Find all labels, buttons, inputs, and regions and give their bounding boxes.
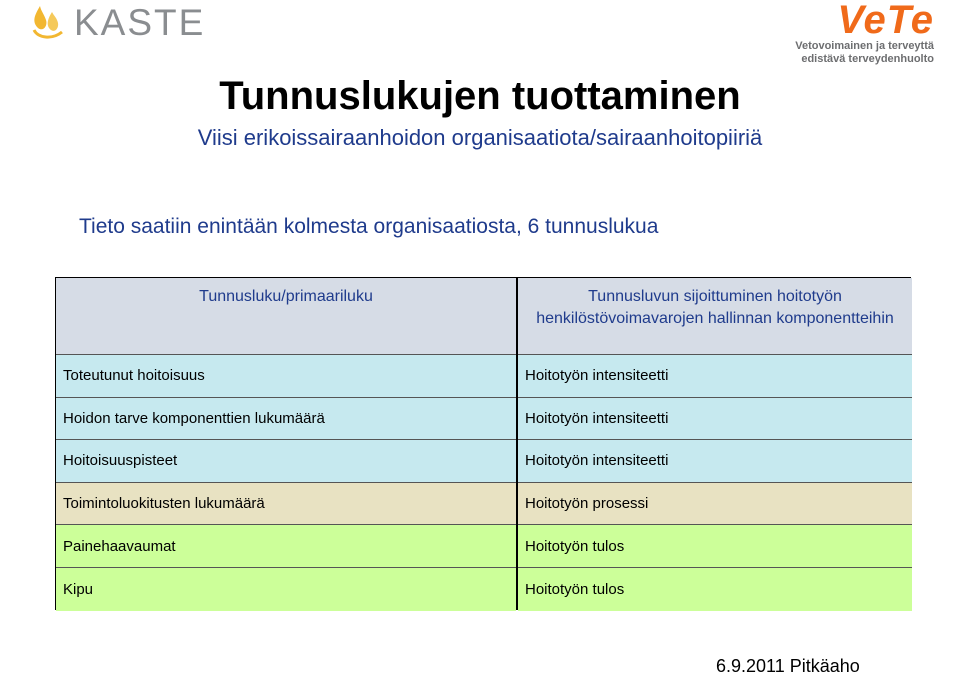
indicator-table	[55, 277, 911, 610]
vete-logo-text: VeTe	[837, 0, 934, 42]
table-cell: Hoitoisuuspisteet	[56, 440, 516, 483]
table-cell: Hoidon tarve komponenttien lukumäärä	[56, 398, 516, 441]
table-cell: Kipu	[56, 568, 516, 611]
table-cell: Painehaavaumat	[56, 525, 516, 568]
kaste-drops-icon	[28, 2, 68, 42]
table-cell: Hoitotyön intensiteetti	[518, 398, 912, 441]
slide-title: Tunnuslukujen tuottaminen	[219, 74, 741, 118]
slide-subtitle: Viisi erikoissairaanhoidon organisaatiota/sairaanhoitopiiriä	[197, 125, 763, 150]
table-cell: Toteutunut hoitoisuus	[56, 355, 516, 398]
table-header-left: Tunnusluku/primaariluku	[56, 278, 516, 355]
table-cell: Hoitotyön tulos	[518, 525, 912, 568]
table-cell: Hoitotyön intensiteetti	[518, 355, 912, 398]
table-cell: Hoitotyön tulos	[518, 568, 912, 611]
kaste-logo-text: KASTE	[74, 1, 206, 43]
kaste-logo	[28, 0, 205, 44]
info-text: Tieto saatiin enintään kolmesta organisaatiosta, 6 tunnuslukua	[79, 215, 659, 238]
table-cell: Toimintoluokitusten lukumäärä	[56, 483, 516, 526]
table-column-right	[518, 278, 912, 611]
table-column-left	[56, 278, 516, 611]
vete-logo	[795, 0, 934, 66]
table-header-right: Tunnusluvun sijoittuminen hoitotyön henkilöstövoimavarojen hallinnan komponentteihin	[518, 278, 912, 355]
table-cell: Hoitotyön intensiteetti	[518, 440, 912, 483]
vete-tagline-1: Vetovoimainen ja terveyttä	[795, 40, 934, 52]
table-cell: Hoitotyön prosessi	[518, 483, 912, 526]
footer-date-place: 6.9.2011 Pitkäaho	[716, 656, 860, 676]
vete-tagline-2: edistävä terveydenhuolto	[801, 53, 934, 65]
